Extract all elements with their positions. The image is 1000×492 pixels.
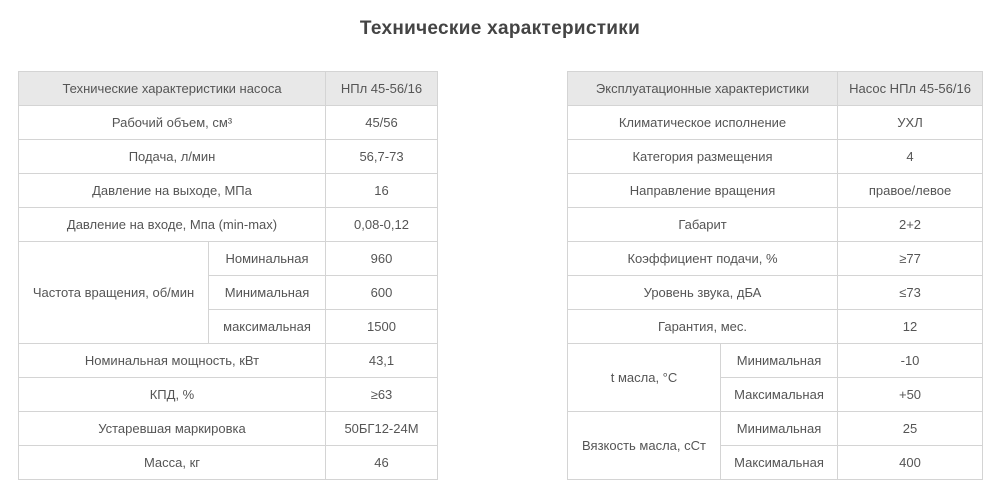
row-value: 960	[326, 242, 438, 276]
table-row	[568, 412, 983, 446]
row-label: Масса, кг	[19, 446, 326, 480]
row-value: 2+2	[838, 208, 983, 242]
header-cell: Насос НПл 45-56/16	[838, 72, 983, 106]
table-row	[19, 378, 438, 412]
row-value: 43,1	[326, 344, 438, 378]
row-value: 400	[838, 446, 983, 480]
row-value: 50БГ12-24М	[326, 412, 438, 446]
sub-label: Минимальная	[209, 276, 326, 310]
row-value: 1500	[326, 310, 438, 344]
row-label: Гарантия, мес.	[568, 310, 838, 344]
table-row	[568, 276, 983, 310]
row-value: 25	[838, 412, 983, 446]
table-row	[568, 310, 983, 344]
row-value: ≥77	[838, 242, 983, 276]
operating-specs-table	[567, 71, 983, 480]
header-cell: НПл 45-56/16	[326, 72, 438, 106]
row-value: 46	[326, 446, 438, 480]
table-row	[19, 446, 438, 480]
row-value: 56,7-73	[326, 140, 438, 174]
pump-specs-table	[18, 71, 438, 480]
row-label: Габарит	[568, 208, 838, 242]
table-row	[568, 106, 983, 140]
table-row	[19, 242, 438, 276]
row-value: +50	[838, 378, 983, 412]
row-label: Рабочий объем, см³	[19, 106, 326, 140]
table-row	[19, 140, 438, 174]
group-label: Частота вращения, об/мин	[19, 242, 209, 344]
table-row	[19, 208, 438, 242]
row-value: ≥63	[326, 378, 438, 412]
row-label: Категория размещения	[568, 140, 838, 174]
header-cell: Эксплуатационные характеристики	[568, 72, 838, 106]
row-label: Устаревшая маркировка	[19, 412, 326, 446]
row-value: 16	[326, 174, 438, 208]
row-value: УХЛ	[838, 106, 983, 140]
sub-label: Максимальная	[721, 446, 838, 480]
row-label: Подача, л/мин	[19, 140, 326, 174]
row-label: Давление на входе, Мпа (min-max)	[19, 208, 326, 242]
row-label: Уровень звука, дБА	[568, 276, 838, 310]
table-row	[568, 344, 983, 378]
row-value: ≤73	[838, 276, 983, 310]
group-label: Вязкость масла, сСт	[568, 412, 721, 480]
row-value: 4	[838, 140, 983, 174]
row-label: КПД, %	[19, 378, 326, 412]
row-label: Направление вращения	[568, 174, 838, 208]
row-value: 0,08-0,12	[326, 208, 438, 242]
row-value: -10	[838, 344, 983, 378]
sub-label: Максимальная	[721, 378, 838, 412]
row-label: Коэффициент подачи, %	[568, 242, 838, 276]
table-row	[19, 412, 438, 446]
table-row	[19, 344, 438, 378]
sub-label: максимальная	[209, 310, 326, 344]
row-value: 600	[326, 276, 438, 310]
table-row	[568, 242, 983, 276]
group-label: t масла, °С	[568, 344, 721, 412]
table-header-row	[19, 72, 438, 106]
sub-label: Номинальная	[209, 242, 326, 276]
table-row	[19, 106, 438, 140]
table-row	[19, 174, 438, 208]
table-row	[568, 208, 983, 242]
row-value: 45/56	[326, 106, 438, 140]
row-label: Давление на выходе, МПа	[19, 174, 326, 208]
row-value: 12	[838, 310, 983, 344]
page-title: Технические характеристики	[359, 18, 641, 39]
table-row	[568, 174, 983, 208]
row-label: Номинальная мощность, кВт	[19, 344, 326, 378]
table-row	[568, 140, 983, 174]
sub-label: Минимальная	[721, 344, 838, 378]
row-label: Климатическое исполнение	[568, 106, 838, 140]
header-cell: Технические характеристики насоса	[19, 72, 326, 106]
row-value: правое/левое	[838, 174, 983, 208]
sub-label: Минимальная	[721, 412, 838, 446]
table-header-row	[568, 72, 983, 106]
